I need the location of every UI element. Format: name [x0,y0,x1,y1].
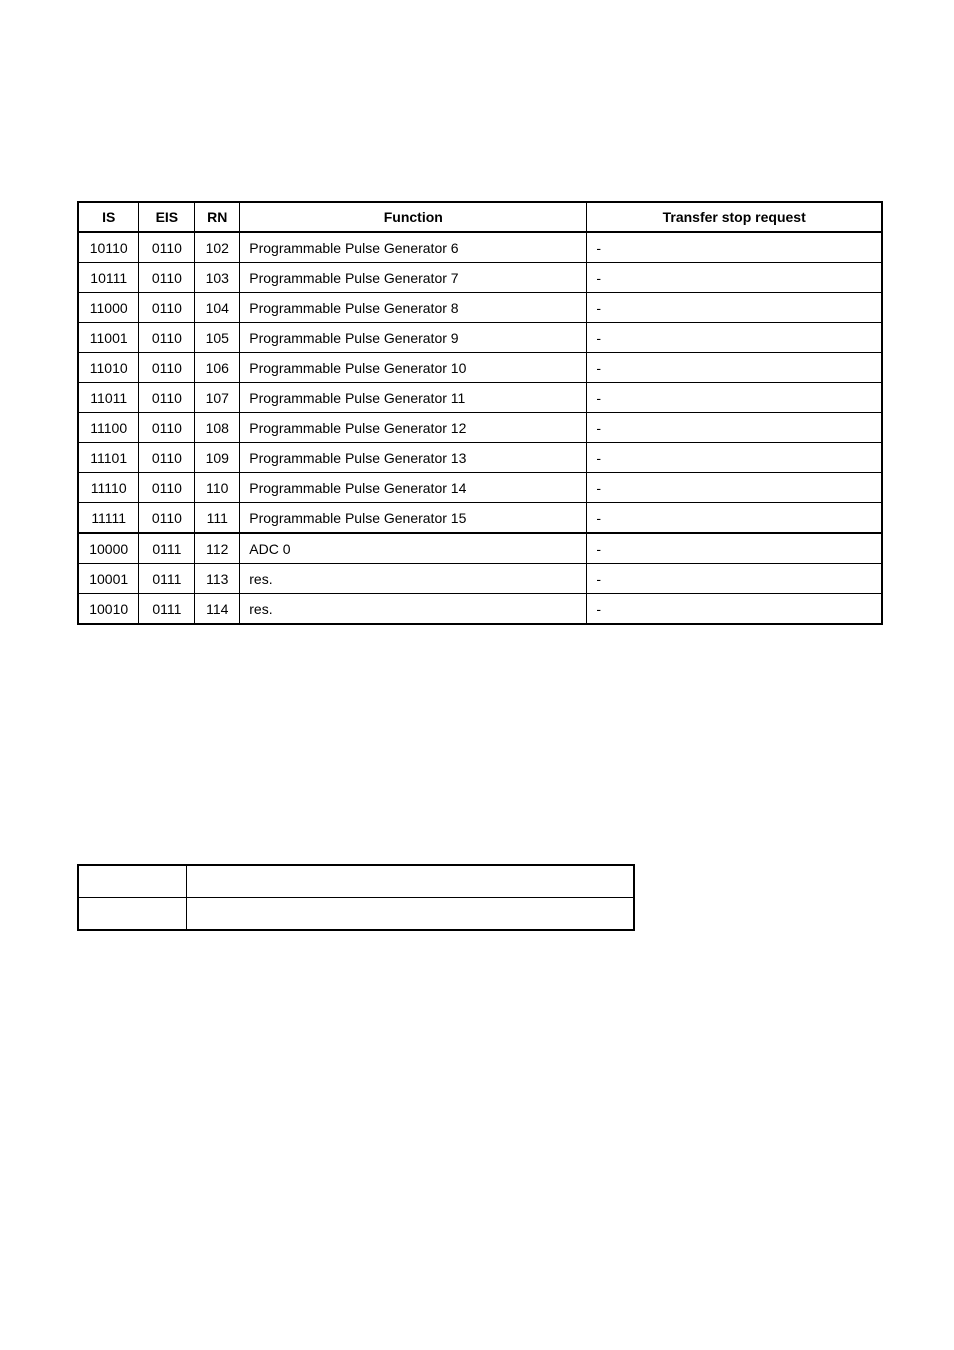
table-cell [187,865,634,898]
cell-function: Programmable Pulse Generator 8 [240,293,587,323]
table-row [78,594,882,625]
table-row [78,564,882,594]
cell-function: ADC 0 [240,533,587,564]
cell-transfer-stop-request: - [587,323,882,353]
table-row [78,293,882,323]
table-row [78,898,634,931]
cell-transfer-stop-request: - [587,594,882,625]
cell-rn: 108 [195,413,240,443]
cell-is: 10111 [78,263,139,293]
cell-rn: 111 [195,503,240,534]
table-row [78,503,882,534]
cell-rn: 109 [195,443,240,473]
cell-eis: 0111 [139,594,195,625]
cell-rn: 110 [195,473,240,503]
table-row [78,383,882,413]
cell-eis: 0110 [139,443,195,473]
cell-function: Programmable Pulse Generator 14 [240,473,587,503]
table-cell [78,898,187,931]
header-is: IS [78,202,139,232]
cell-rn: 104 [195,293,240,323]
cell-is: 11000 [78,293,139,323]
cell-is: 11011 [78,383,139,413]
table-header-row [78,202,882,232]
cell-rn: 114 [195,594,240,625]
table-row [78,323,882,353]
cell-eis: 0110 [139,232,195,263]
cell-transfer-stop-request: - [587,383,882,413]
cell-rn: 107 [195,383,240,413]
cell-transfer-stop-request: - [587,443,882,473]
table-row [78,443,882,473]
table-cell [78,865,187,898]
cell-is: 11001 [78,323,139,353]
table-row [78,232,882,263]
cell-function: Programmable Pulse Generator 10 [240,353,587,383]
cell-transfer-stop-request: - [587,503,882,534]
table-row [78,263,882,293]
table-row [78,473,882,503]
cell-eis: 0110 [139,473,195,503]
cell-function: Programmable Pulse Generator 15 [240,503,587,534]
table-row [78,865,634,898]
cell-rn: 105 [195,323,240,353]
interrupt-source-table [77,201,883,625]
table-row [78,353,882,383]
cell-function: Programmable Pulse Generator 7 [240,263,587,293]
cell-transfer-stop-request: - [587,564,882,594]
cell-is: 10110 [78,232,139,263]
header-transfer-stop-request: Transfer stop request [587,202,882,232]
cell-eis: 0110 [139,383,195,413]
cell-is: 11110 [78,473,139,503]
cell-transfer-stop-request: - [587,263,882,293]
cell-eis: 0110 [139,323,195,353]
table-row [78,533,882,564]
cell-function: Programmable Pulse Generator 12 [240,413,587,443]
cell-eis: 0110 [139,263,195,293]
cell-transfer-stop-request: - [587,533,882,564]
cell-eis: 0110 [139,353,195,383]
cell-is: 10000 [78,533,139,564]
cell-function: Programmable Pulse Generator 6 [240,232,587,263]
cell-eis: 0110 [139,413,195,443]
cell-rn: 102 [195,232,240,263]
cell-function: res. [240,564,587,594]
cell-is: 10010 [78,594,139,625]
cell-eis: 0110 [139,293,195,323]
header-eis: EIS [139,202,195,232]
cell-rn: 113 [195,564,240,594]
header-function: Function [240,202,587,232]
cell-transfer-stop-request: - [587,413,882,443]
cell-function: res. [240,594,587,625]
cell-transfer-stop-request: - [587,473,882,503]
header-rn: RN [195,202,240,232]
cell-is: 10001 [78,564,139,594]
cell-is: 11010 [78,353,139,383]
cell-function: Programmable Pulse Generator 9 [240,323,587,353]
cell-function: Programmable Pulse Generator 11 [240,383,587,413]
cell-rn: 103 [195,263,240,293]
cell-function: Programmable Pulse Generator 13 [240,443,587,473]
cell-is: 11101 [78,443,139,473]
table-row [78,413,882,443]
cell-eis: 0111 [139,564,195,594]
cell-is: 11111 [78,503,139,534]
cell-rn: 112 [195,533,240,564]
cell-transfer-stop-request: - [587,232,882,263]
cell-is: 11100 [78,413,139,443]
cell-transfer-stop-request: - [587,353,882,383]
empty-table [77,864,635,931]
cell-eis: 0111 [139,533,195,564]
cell-eis: 0110 [139,503,195,534]
cell-rn: 106 [195,353,240,383]
table-cell [187,898,634,931]
cell-transfer-stop-request: - [587,293,882,323]
